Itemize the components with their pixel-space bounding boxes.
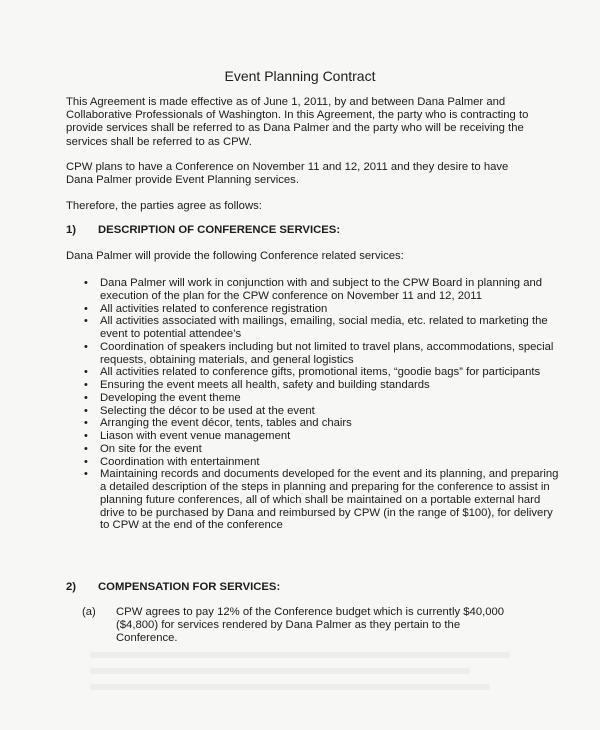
list-item-text: Arranging the event décor, tents, tables and chairs: [100, 417, 352, 430]
section-1-title: DESCRIPTION OF CONFERENCE SERVICES:: [98, 224, 341, 236]
bullet-icon: •: [84, 315, 88, 328]
bullet-icon: •: [84, 468, 88, 481]
document-title: Event Planning Contract: [224, 68, 376, 84]
list-item-text: All activities associated with mailings, emailing, social media, etc. related to marketing the event to potential attendee’s: [100, 315, 548, 340]
list-item: [0, 392, 560, 405]
list-item: [0, 277, 560, 303]
services-list: [0, 277, 560, 532]
bullet-icon: •: [84, 417, 88, 430]
section-2-title: COMPENSATION FOR SERVICES:: [98, 581, 281, 593]
list-item-text: Coordination with entertainment: [100, 455, 260, 468]
bullet-icon: •: [84, 277, 88, 289]
compensation-text: CPW agrees to pay 12% of the Conference budget which is currently $40,000 ($4,800) for services rendered by Dana Palmer as they pertain to the Conference.: [116, 606, 505, 645]
list-item: [0, 468, 560, 532]
bullet-icon: •: [84, 340, 88, 353]
faded-line: [90, 684, 490, 690]
bullet-icon: •: [84, 302, 88, 315]
section-1-intro: Dana Palmer will provide the following Conference related services:: [66, 250, 404, 262]
faded-line: [90, 652, 510, 658]
list-item: [0, 405, 560, 418]
list-item: [0, 443, 560, 456]
list-item-text: On site for the event: [100, 442, 202, 455]
agreement-paragraph: This Agreement is made effective as of June 1, 2011, by and between Dana Palmer and Collaborative Professionals of Washington. In this Agreement, the party who is contracting to provide services shall be referred to as Dana Palmer and the party who will be receiving the services shall be referred to as CPW.: [66, 96, 529, 148]
bullet-icon: •: [84, 391, 88, 404]
section-2-number: 2): [66, 581, 77, 593]
list-item-text: Dana Palmer will work in conjunction with and subject to the CPW Board in planning and execution of the plan for the CPW conference on November 11 and 12, 2011: [100, 277, 543, 302]
list-item-text: Maintaining records and documents developed for the event and its planning, and preparing a detailed description of the steps in planning and preparing for the conference to assist in planning future conferences, all of which shall be maintained on a portable external hard drive to be purchased by Dana and reimbursed by CPW (in the range of $100), for delivery to CPW at the end of the conference: [100, 468, 559, 532]
item-marker: (a): [82, 606, 96, 618]
bullet-icon: •: [84, 442, 88, 455]
faded-line: [90, 668, 470, 674]
section-2-heading: [66, 581, 280, 593]
list-item-text: All activities related to conference registration: [100, 302, 328, 315]
bullet-icon: •: [84, 430, 88, 442]
list-item: [0, 379, 560, 392]
list-item-text: Developing the event theme: [100, 391, 241, 404]
list-item-text: Selecting the décor to be used at the event: [100, 404, 315, 417]
list-item: [0, 341, 560, 367]
bullet-icon: •: [84, 379, 88, 391]
list-item-text: Liason with event venue management: [100, 430, 291, 442]
list-item: [0, 303, 560, 316]
therefore-paragraph: Therefore, the parties agree as follows:: [66, 200, 262, 212]
list-item: [0, 366, 560, 379]
list-item: [0, 430, 560, 443]
list-item: [0, 456, 560, 469]
bullet-icon: •: [84, 366, 88, 379]
list-item: [0, 315, 560, 341]
conference-paragraph: CPW plans to have a Conference on November 11 and 12, 2011 and they desire to have Dana Palmer provide Event Planning services.: [66, 161, 509, 187]
list-item-text: Coordination of speakers including but not limited to travel plans, accommodations, special requests, obtaining materials, and general logistics: [100, 340, 554, 366]
list-item-text: Ensuring the event meets all health, safety and building standards: [100, 379, 430, 391]
bullet-icon: •: [84, 404, 88, 417]
bullet-icon: •: [84, 455, 88, 468]
list-item-text: All activities related to conference gifts, promotional items, “goodie bags” for participants: [100, 366, 541, 379]
section-1-number: 1): [66, 224, 77, 236]
compensation-item: [82, 606, 522, 646]
list-item: [0, 417, 560, 430]
section-1-heading: [66, 224, 340, 236]
